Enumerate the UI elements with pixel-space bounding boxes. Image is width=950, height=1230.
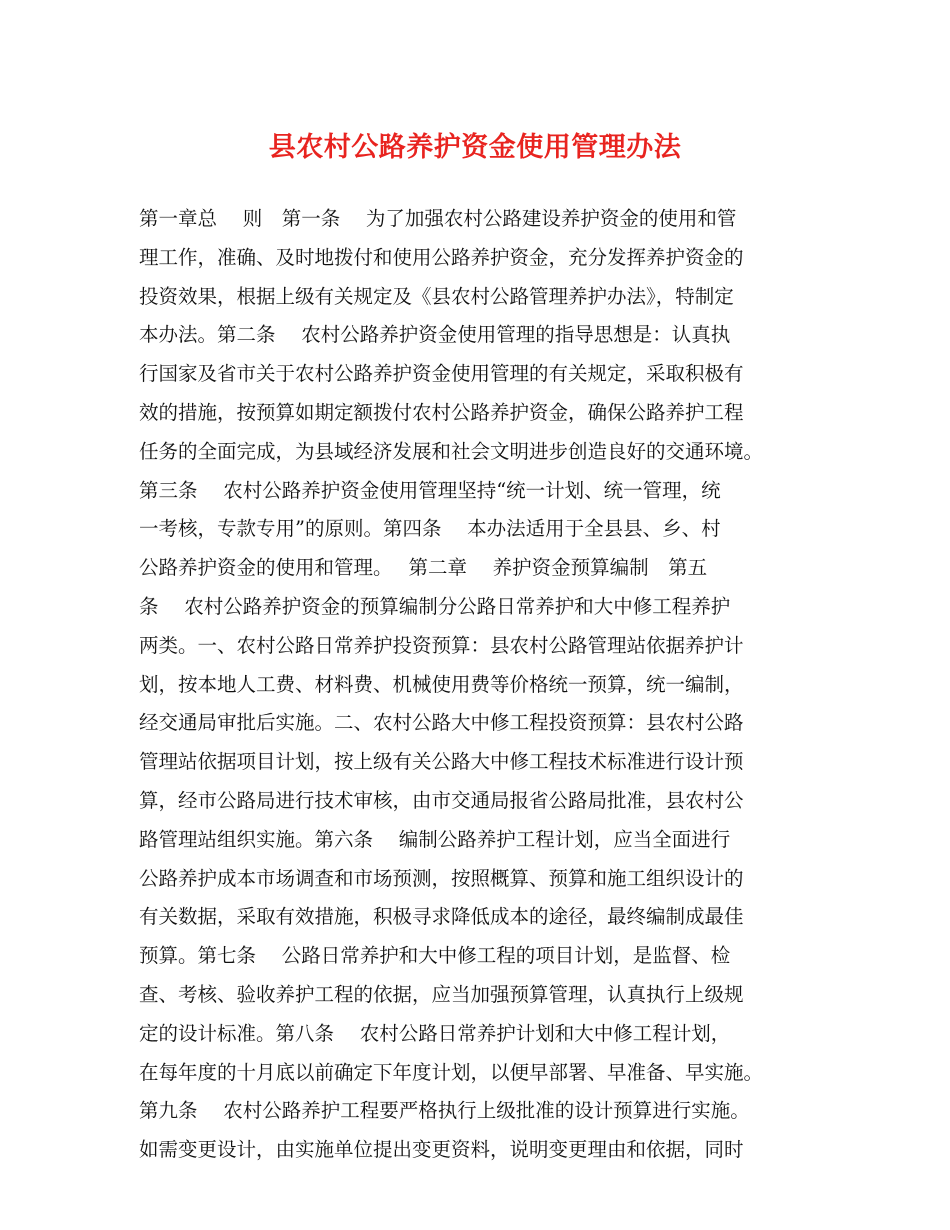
body-line-7: 任务的全面完成，为县域经济发展和社会文明进步创造良好的交通环境。 — [139, 439, 764, 463]
body-line-21: 查、考核、验收养护工程的依据，应当加强预算管理，认真执行上级规 — [139, 982, 744, 1006]
body-line-16: 算，经市公路局进行技术审核，由市交通局报省公路局批准，县农村公 — [139, 788, 744, 812]
body-line-9: 一考核，专款专用”的原则。第四条 本办法适用于全县县、乡、村 — [139, 517, 721, 541]
body-line-6: 效的措施，按预算如期定额拨付农村公路养护资金，确保公路养护工程 — [139, 400, 744, 424]
body-line-12: 两类。一、农村公路日常养护投资预算：县农村公路管理站依据养护计 — [139, 633, 744, 657]
body-line-2: 理工作，准确、及时地拨付和使用公路养护资金，充分发挥养护资金的 — [139, 245, 744, 269]
document-body — [139, 200, 829, 1170]
body-line-20: 预算。第七条 公路日常养护和大中修工程的项目计划，是监督、检 — [139, 944, 731, 968]
body-line-18: 公路养护成本市场调查和市场预测，按照概算、预算和施工组织设计的 — [139, 866, 744, 890]
body-line-4: 本办法。第二条 农村公路养护资金使用管理的指导思想是：认真执 — [139, 323, 731, 347]
body-line-3: 投资效果，根据上级有关规定及《县农村公路管理养护办法》，特制定 — [139, 284, 734, 308]
body-line-10: 公路养护资金的使用和管理。 第二章 养护资金预算编制 第五 — [139, 556, 708, 580]
body-line-24: 第九条 农村公路养护工程要严格执行上级批准的设计预算进行实施。 — [139, 1099, 750, 1123]
body-line-14: 经交通局审批后实施。二、农村公路大中修工程投资预算：县农村公路 — [139, 711, 744, 735]
body-line-8: 第三条 农村公路养护资金使用管理坚持“统一计划、统一管理，统 — [139, 478, 721, 502]
body-line-11: 条 农村公路养护资金的预算编制分公路日常养护和大中修工程养护 — [139, 594, 731, 618]
document-title: 县农村公路养护资金使用管理办法 — [268, 132, 682, 163]
body-line-1: 第一章总 则 第一条 为了加强农村公路建设养护资金的使用和管 — [139, 207, 737, 230]
body-line-13: 划，按本地人工费、材料费、机械使用费等价格统一预算，统一编制， — [139, 672, 744, 696]
body-line-15: 管理站依据项目计划，按上级有关公路大中修工程技术标准进行设计预 — [139, 750, 744, 774]
body-line-23: 在每年度的十月底以前确定下年度计划，以便早部署、早准备、早实施。 — [139, 1060, 764, 1084]
body-line-5: 行国家及省市关于农村公路养护资金使用管理的有关规定，采取积极有 — [139, 362, 744, 386]
body-line-22: 定的设计标准。第八条 农村公路日常养护计划和大中修工程计划， — [139, 1021, 731, 1045]
body-line-17: 路管理站组织实施。第六条 编制公路养护工程计划，应当全面进行 — [139, 827, 731, 851]
body-line-25: 如需变更设计，由实施单位提出变更资料，说明变更理由和依据，同时 — [139, 1138, 744, 1162]
body-line-19: 有关数据，采取有效措施，积极寻求降低成本的途径，最终编制成最佳 — [139, 905, 744, 929]
